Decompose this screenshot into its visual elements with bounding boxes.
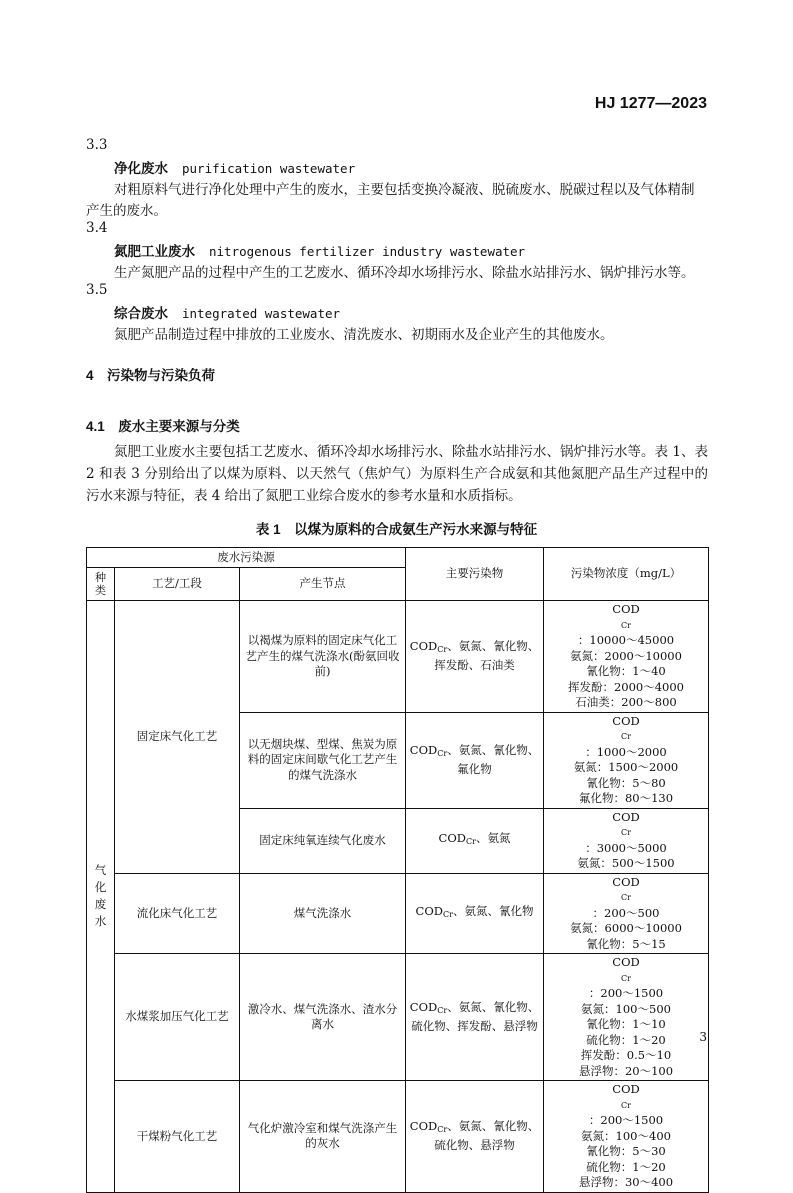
pollutants-cell: $COD_{Cr}$、氨氮、氰化物: [406, 873, 544, 954]
process-cell: 流化床气化工艺: [115, 873, 240, 954]
concentration-value: 硫化物：1～20: [586, 1032, 666, 1047]
process-cell: 固定床气化工艺: [115, 601, 240, 874]
node-cell: 煤气洗涤水: [240, 873, 406, 954]
concentration-value: 悬浮物：20～100: [578, 1063, 674, 1078]
node-cell: 固定床纯氧连续气化废水: [240, 808, 406, 873]
table-title: 表 1 以煤为原料的合成氨生产污水来源与特征: [255, 522, 538, 537]
clause-number: 3.5: [86, 282, 108, 298]
clause-number: 3.3: [86, 137, 108, 153]
page-number: 3: [699, 1030, 707, 1044]
concentration-value: 氰化物：5～15: [586, 936, 666, 951]
header-source: 废水污染源: [87, 548, 406, 568]
concentration-cell: [544, 808, 709, 873]
header-pollutants: 主要污染物: [406, 548, 544, 601]
term-line: [114, 157, 355, 177]
table-row: [87, 601, 709, 713]
concentration-value: 氨氮：6000～10000: [570, 921, 682, 935]
term-description: 对粗原料气进行净化处理中产生的废水，主要包括变换冷凝液、脱硫废水、脱碳过程以及气体精制: [114, 182, 695, 198]
concentration-value: 氨氮：100～500: [581, 1001, 671, 1016]
term-description: 生产氮肥产品的过程中产生的工艺废水、循环冷却水场排污水、除盐水站排污水、锅炉排污水等。: [114, 265, 695, 281]
header-kind: 种类: [87, 568, 115, 601]
header-concentration: 污染物浓度（mg/L）: [544, 548, 709, 601]
term-english: purification wastewater: [182, 161, 356, 176]
section-heading: 4 污染物与污染负荷: [86, 368, 216, 383]
concentration-value: COD Cr ：200～500: [592, 874, 660, 920]
concentration-value: 氰化物：5～30: [586, 1144, 666, 1158]
concentration-value: 氨氮：100～400: [581, 1128, 671, 1143]
term-english: integrated wastewater: [182, 306, 341, 321]
term-description: 氮肥产品制造过程中排放的工业废水、清洗废水、初期雨水及企业产生的其他废水。: [114, 327, 614, 343]
concentration-cell: [544, 601, 709, 713]
clause-number: 3.4: [86, 220, 108, 236]
term-description: 产生的废水。: [86, 203, 167, 219]
concentration-value: COD Cr ：1000～2000: [585, 713, 667, 759]
node-cell: 以褐煤为原料的固定床气化工艺产生的煤气洗涤水(酚氨回收前): [240, 601, 406, 713]
concentration-value: 悬浮物：30～400: [578, 1175, 674, 1189]
concentration-cell: [544, 712, 709, 808]
pollution-source-table: [86, 547, 709, 1193]
header-node: 产生节点: [240, 568, 406, 601]
term-chinese: 净化废水: [114, 161, 168, 177]
category-cell: 气化废水: [87, 601, 115, 1193]
term-chinese: 综合废水: [114, 306, 168, 322]
node-cell: 以无烟块煤、型煤、焦炭为原料的固定床间歇气化工艺产生的煤气洗涤水: [240, 712, 406, 808]
concentration-value: 挥发酚：2000～4000: [567, 679, 685, 694]
concentration-value: 氨氮：500～1500: [577, 856, 675, 870]
concentration-cell: [544, 954, 709, 1081]
process-cell: 干煤粉气化工艺: [115, 1081, 240, 1193]
table-row: [87, 954, 709, 1081]
concentration-cell: [544, 873, 709, 954]
document-id: HJ 1277—2023: [594, 95, 707, 112]
term-english: nitrogenous fertilizer industry wastewater: [209, 244, 526, 259]
header-process: 工艺/工段: [115, 568, 240, 601]
concentration-value: 氨氮：1500～2000: [573, 760, 679, 774]
table-row: [87, 1081, 709, 1193]
concentration-value: 氰化物：1～10: [586, 1017, 666, 1031]
subsection-heading: 4.1 废水主要来源与分类: [86, 419, 240, 434]
pollutants-cell: $COD_{Cr}$、氨氮、氰化物、硫化物、悬浮物: [406, 1081, 544, 1193]
concentration-value: 挥发酚：0.5～10: [580, 1048, 672, 1062]
term-line: [114, 302, 340, 322]
concentration-value: COD Cr ：200～1500: [588, 955, 664, 1000]
pollutants-cell: $COD_{Cr}$、氨氮: [406, 808, 544, 873]
concentration-value: COD Cr ：10000～45000: [577, 602, 675, 647]
pollutants-cell: $COD_{Cr}$、氨氮、氰化物、氟化物: [406, 712, 544, 808]
pollutants-cell: $COD_{Cr}$、氨氮、氰化物、挥发酚、石油类: [406, 601, 544, 713]
concentration-value: COD Cr ：3000～5000: [585, 809, 667, 855]
concentration-value: COD Cr ：200～1500: [588, 1082, 664, 1127]
term-chinese: 氮肥工业废水: [114, 244, 195, 260]
concentration-value: 氰化物：1～40: [586, 664, 666, 678]
concentration-cell: [544, 1081, 709, 1193]
body-paragraph: 氮肥工业废水主要包括工艺废水、循环冷却水场排污水、除盐水站排污水、锅炉排污水等。表 1、表 2 和表 3 分别给出了以煤为原料、以天然气（焦炉气）为原料生产合成氨和其他氮肥产品生产过程中的污水来源与特征，表 4 给出了氮肥工业综合废水的参考水量和水质指标。: [86, 444, 708, 504]
table-row: [87, 873, 709, 954]
term-line: [114, 240, 525, 260]
process-cell: 水煤浆加压气化工艺: [115, 954, 240, 1081]
pollutants-cell: $COD_{Cr}$、氨氮、氰化物、硫化物、挥发酚、悬浮物: [406, 954, 544, 1081]
concentration-value: 氨氮：2000～10000: [570, 648, 682, 663]
concentration-value: 氰化物：5～80: [586, 775, 666, 790]
node-cell: 激冷水、煤气洗涤水、渣水分离水: [240, 954, 406, 1081]
node-cell: 气化炉激冷室和煤气洗涤产生的灰水: [240, 1081, 406, 1193]
concentration-value: 石油类：200～800: [575, 695, 677, 709]
concentration-value: 氟化物：80～130: [578, 791, 674, 805]
concentration-value: 硫化物：1～20: [586, 1159, 666, 1174]
